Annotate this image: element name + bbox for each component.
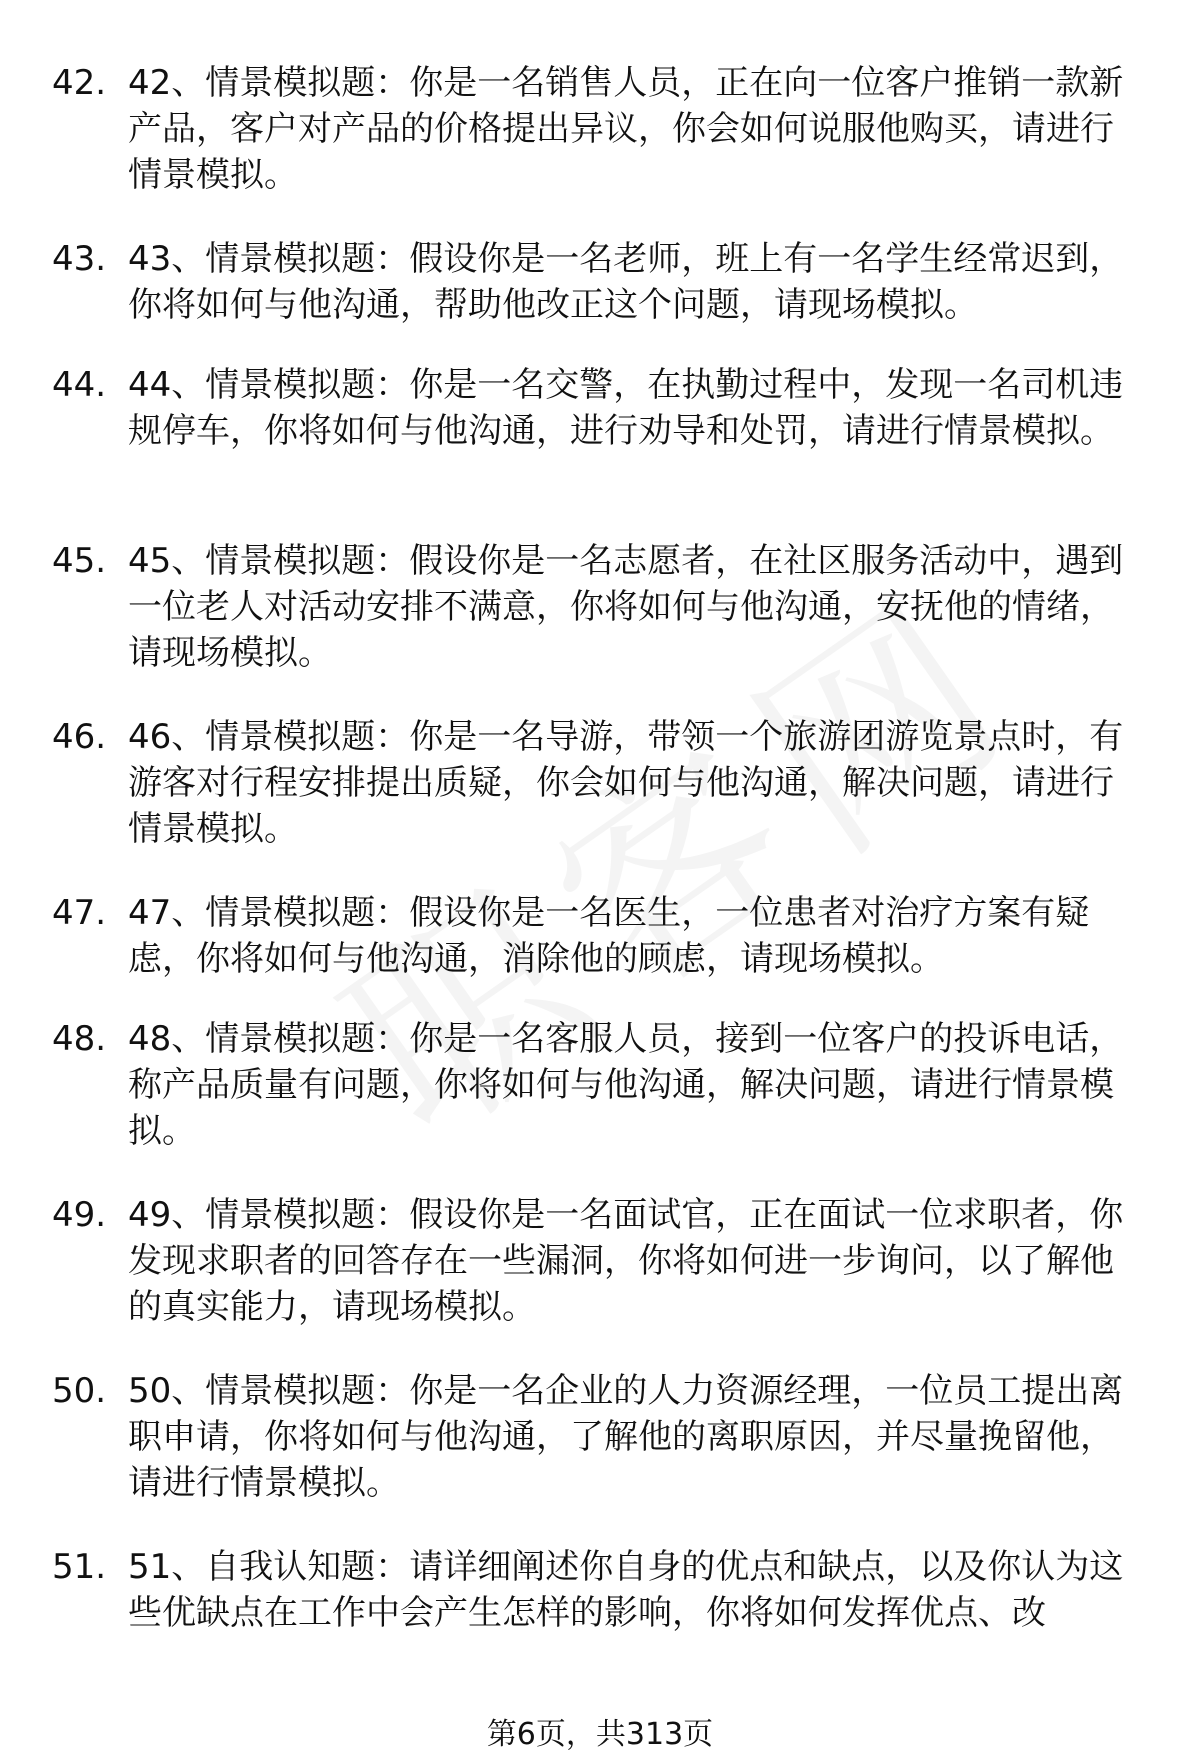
list-item bbox=[0, 890, 1200, 1016]
question-number: 46. bbox=[52, 717, 107, 757]
question-number: 47. bbox=[52, 893, 107, 933]
question-text: 43、情景模拟题：假设你是一名老师，班上有一名学生经常迟到，你将如何与他沟通，帮助他改正这个问题，请现场模拟。 bbox=[128, 239, 1124, 325]
list-item bbox=[0, 362, 1200, 538]
question-text: 44、情景模拟题：你是一名交警，在执勤过程中，发现一名司机违规停车，你将如何与他沟通，进行劝导和处罚，请进行情景模拟。 bbox=[128, 365, 1124, 451]
question-number: 49. bbox=[52, 1195, 107, 1235]
list-item bbox=[0, 1016, 1200, 1192]
list-item bbox=[0, 1544, 1200, 1670]
question-text: 51、自我认知题：请详细阐述你自身的优点和缺点，以及你认为这些优缺点在工作中会产生怎样的影响，你将如何发挥优点、改 bbox=[128, 1547, 1124, 1633]
question-number: 42. bbox=[52, 63, 107, 103]
question-text: 45、情景模拟题：假设你是一名志愿者，在社区服务活动中，遇到一位老人对活动安排不满意，你将如何与他沟通，安抚他的情绪，请现场模拟。 bbox=[128, 541, 1124, 673]
question-list bbox=[0, 60, 1200, 1670]
question-number: 44. bbox=[52, 365, 107, 405]
question-text: 46、情景模拟题：你是一名导游，带领一个旅游团游览景点时，有游客对行程安排提出质疑，你会如何与他沟通，解决问题，请进行情景模拟。 bbox=[128, 717, 1124, 849]
list-item bbox=[0, 236, 1200, 362]
question-number: 48. bbox=[52, 1019, 107, 1059]
question-text: 42、情景模拟题：你是一名销售人员，正在向一位客户推销一款新产品，客户对产品的价格提出异议，你会如何说服他购买，请进行情景模拟。 bbox=[128, 63, 1124, 195]
page-footer: 第6页，共313页 bbox=[486, 1717, 714, 1752]
list-item bbox=[0, 1368, 1200, 1544]
question-number: 50. bbox=[52, 1371, 107, 1411]
question-text: 50、情景模拟题：你是一名企业的人力资源经理，一位员工提出离职申请，你将如何与他沟通，了解他的离职原因，并尽量挽留他，请进行情景模拟。 bbox=[128, 1371, 1124, 1503]
question-text: 48、情景模拟题：你是一名客服人员，接到一位客户的投诉电话，称产品质量有问题，你将如何与他沟通，解决问题，请进行情景模拟。 bbox=[128, 1019, 1124, 1151]
list-item bbox=[0, 714, 1200, 890]
question-number: 45. bbox=[52, 541, 107, 581]
list-item bbox=[0, 538, 1200, 714]
question-number: 51. bbox=[52, 1547, 107, 1587]
question-text: 47、情景模拟题：假设你是一名医生，一位患者对治疗方案有疑虑，你将如何与他沟通，消除他的顾虑，请现场模拟。 bbox=[128, 893, 1090, 979]
list-item bbox=[0, 60, 1200, 236]
list-item bbox=[0, 1192, 1200, 1368]
question-text: 49、情景模拟题：假设你是一名面试官，正在面试一位求职者，你发现求职者的回答存在一些漏洞，你将如何进一步询问，以了解他的真实能力，请现场模拟。 bbox=[128, 1195, 1124, 1327]
question-number: 43. bbox=[52, 239, 107, 279]
